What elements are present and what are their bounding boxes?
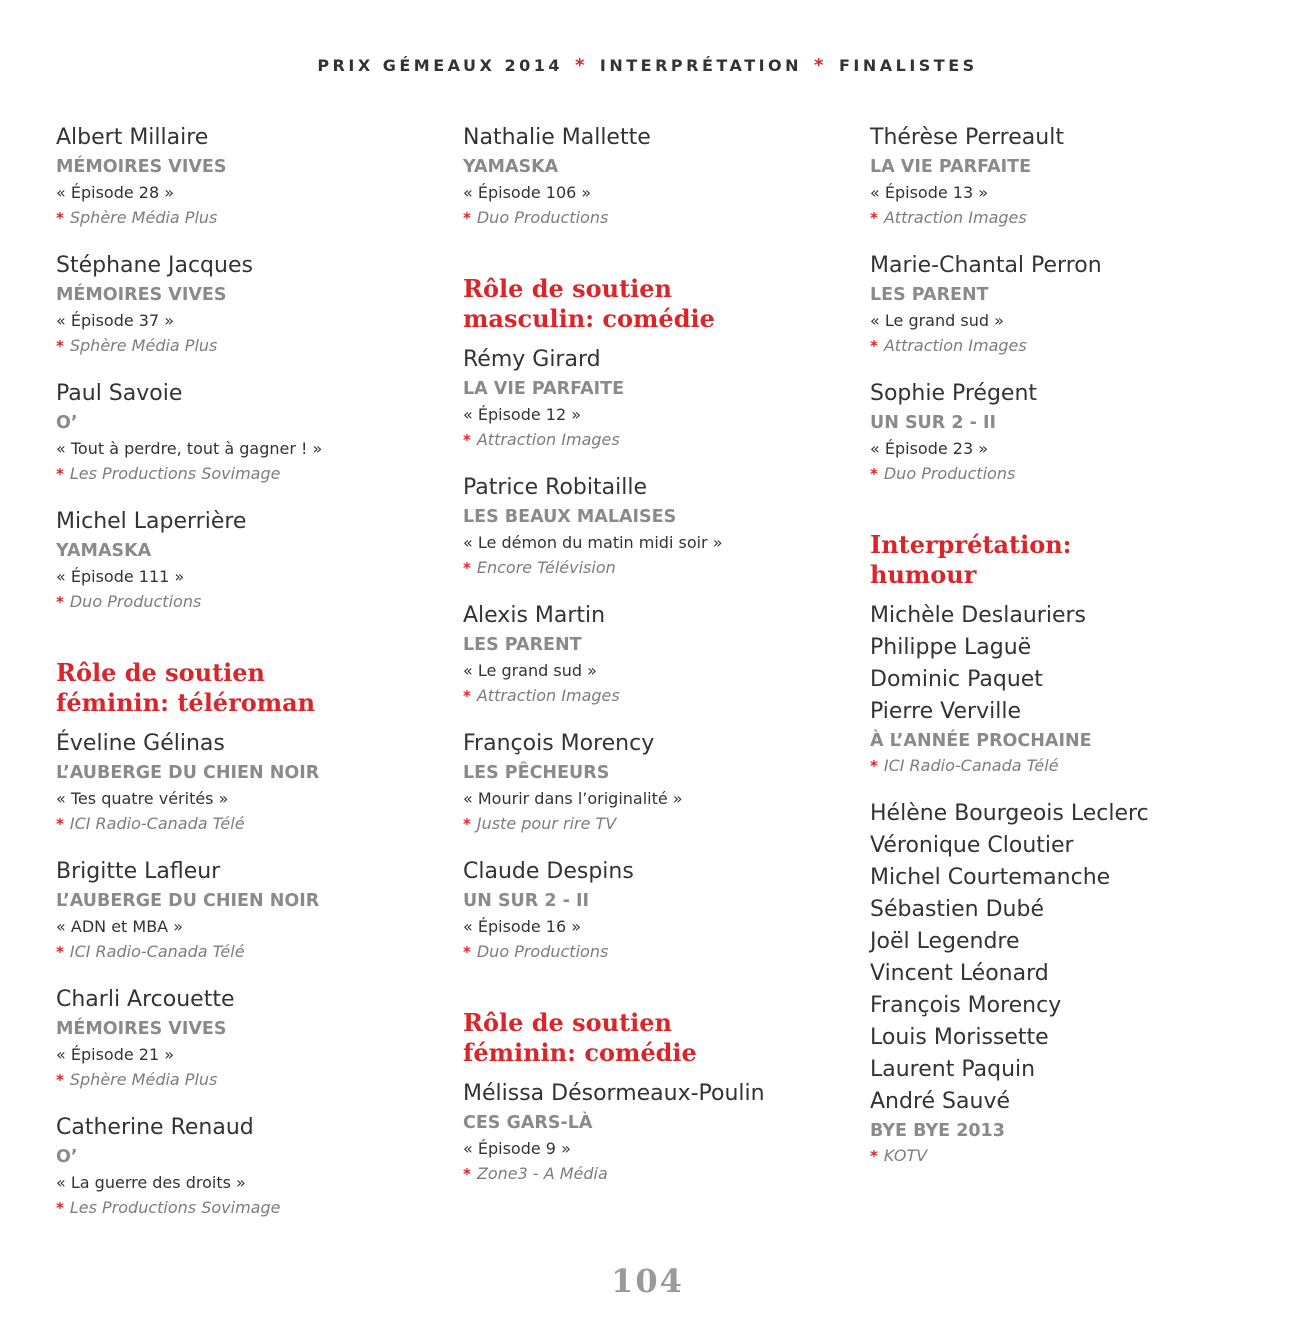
column-2 <box>463 122 853 1206</box>
asterisk-icon: * <box>463 815 471 833</box>
producer-name: Les Productions Sovimage <box>69 1198 281 1217</box>
category-heading <box>870 530 1260 590</box>
nominee-name: Dominic Paquet <box>870 667 1043 692</box>
asterisk-icon: * <box>56 815 64 833</box>
nominee-entry <box>463 472 853 580</box>
producer <box>463 940 853 964</box>
episode-title: « Le grand sud » <box>463 661 597 680</box>
category-heading-line: Interprétation: <box>870 530 1072 559</box>
nominee-name: Laurent Paquin <box>870 1057 1036 1082</box>
nominee-name: Michel Courtemanche <box>870 865 1111 890</box>
episode-title: « Épisode 13 » <box>870 183 989 202</box>
producer-name: Duo Productions <box>69 592 202 611</box>
episode-title: « Le démon du matin midi soir » <box>463 533 723 552</box>
asterisk-icon: * <box>870 465 878 483</box>
producer-name: Sphère Média Plus <box>69 1070 218 1089</box>
episode-title: « Tout à perdre, tout à gagner ! » <box>56 439 323 458</box>
asterisk-icon: * <box>870 757 878 775</box>
producer <box>463 1162 853 1186</box>
category-heading <box>463 274 853 334</box>
nominee-name: Hélène Bourgeois Leclerc <box>870 801 1149 826</box>
producer <box>463 206 853 230</box>
show-title: LES PÊCHEURS <box>463 763 610 783</box>
asterisk-icon: * <box>56 593 64 611</box>
category-heading-line: humour <box>870 560 977 589</box>
episode-title: « Épisode 37 » <box>56 311 175 330</box>
nominee-name: Mélissa Désormeaux-Poulin <box>463 1081 765 1106</box>
show-title: YAMASKA <box>56 541 152 561</box>
asterisk-icon: * <box>56 943 64 961</box>
category-heading-line: féminin: téléroman <box>56 688 316 717</box>
asterisk-icon: * <box>463 431 471 449</box>
episode-title: « Mourir dans l’originalité » <box>463 789 683 808</box>
nominee-name: Michèle Deslauriers <box>870 603 1086 628</box>
nominee-entry <box>870 122 1260 230</box>
producer <box>870 1144 1260 1168</box>
show-title: LA VIE PARFAITE <box>463 379 625 399</box>
episode-title: « La guerre des droits » <box>56 1173 246 1192</box>
header-category: INTERPRÉTATION <box>599 56 803 75</box>
category-heading <box>463 1008 853 1068</box>
show-title: MÉMOIRES VIVES <box>56 1019 227 1039</box>
episode-title: « Épisode 28 » <box>56 183 175 202</box>
asterisk-icon: * <box>463 943 471 961</box>
page-number: 104 <box>611 1262 684 1300</box>
asterisk-icon: * <box>463 209 471 227</box>
show-title: LES PARENT <box>463 635 582 655</box>
producer-name: ICI Radio-Canada Télé <box>883 756 1059 775</box>
nominee-entry <box>463 600 853 708</box>
producer <box>463 812 853 836</box>
nominee-group <box>870 600 1260 778</box>
category-heading-line: masculin: comédie <box>463 304 715 333</box>
producer <box>870 754 1260 778</box>
nominee-name: Sophie Prégent <box>870 381 1038 406</box>
nominee-name: Pierre Verville <box>870 699 1021 724</box>
show-title: L’AUBERGE DU CHIEN NOIR <box>56 891 320 911</box>
category-heading-line: Rôle de soutien <box>463 1008 672 1037</box>
nominee-name: Véronique Cloutier <box>870 833 1074 858</box>
column-3 <box>870 122 1260 1188</box>
producer-name: Zone3 - A Média <box>476 1164 608 1183</box>
episode-title: « Épisode 9 » <box>463 1139 571 1158</box>
nominee-name: Charli Arcouette <box>56 987 235 1012</box>
show-title: YAMASKA <box>463 157 559 177</box>
page-header <box>0 55 1295 76</box>
producer-name: ICI Radio-Canada Télé <box>69 814 245 833</box>
nominee-name: Louis Morissette <box>870 1025 1049 1050</box>
show-title: LES BEAUX MALAISES <box>463 507 677 527</box>
show-title: MÉMOIRES VIVES <box>56 285 227 305</box>
producer-name: Duo Productions <box>883 464 1016 483</box>
producer-name: KOTV <box>883 1146 928 1165</box>
nominee-name: Claude Despins <box>463 859 634 884</box>
asterisk-icon: * <box>574 55 588 76</box>
category-heading-line: Rôle de soutien <box>56 658 265 687</box>
show-title: UN SUR 2 - II <box>870 413 996 433</box>
nominee-entry <box>463 122 853 230</box>
producer-name: Duo Productions <box>476 942 609 961</box>
show-title: MÉMOIRES VIVES <box>56 157 227 177</box>
nominee-name: Éveline Gélinas <box>56 731 225 756</box>
asterisk-icon: * <box>870 337 878 355</box>
episode-title: « Le grand sud » <box>870 311 1004 330</box>
producer <box>56 334 446 358</box>
show-title: O’ <box>56 413 78 433</box>
show-title: CES GARS-LÀ <box>463 1113 593 1133</box>
show-title: À L’ANNÉE PROCHAINE <box>870 731 1092 751</box>
show-title: UN SUR 2 - II <box>463 891 589 911</box>
producer-name: Sphère Média Plus <box>69 208 218 227</box>
asterisk-icon: * <box>463 687 471 705</box>
nominee-entry <box>870 250 1260 358</box>
nominee-name: André Sauvé <box>870 1089 1010 1114</box>
episode-title: « Épisode 16 » <box>463 917 582 936</box>
category-heading-line: Rôle de soutien <box>463 274 672 303</box>
producer-name: Juste pour rire TV <box>476 814 617 833</box>
producer-name: ICI Radio-Canada Télé <box>69 942 245 961</box>
nominee-name: François Morency <box>463 731 655 756</box>
show-title: LA VIE PARFAITE <box>870 157 1032 177</box>
nominee-entry <box>870 378 1260 486</box>
nominee-name: Marie-Chantal Perron <box>870 253 1102 278</box>
episode-title: « Tes quatre vérités » <box>56 789 229 808</box>
nominee-name: Vincent Léonard <box>870 961 1049 986</box>
producer-name: Attraction Images <box>883 208 1027 227</box>
show-title: O’ <box>56 1147 78 1167</box>
nominee-entry <box>56 250 446 358</box>
producer <box>463 684 853 708</box>
nominee-entry <box>56 122 446 230</box>
producer-name: Les Productions Sovimage <box>69 464 281 483</box>
producer-name: Attraction Images <box>476 430 620 449</box>
nominee-name: Brigitte Lafleur <box>56 859 221 884</box>
producer-name: Attraction Images <box>476 686 620 705</box>
asterisk-icon: * <box>56 209 64 227</box>
nominee-entry <box>56 728 446 836</box>
nominee-name: François Morency <box>870 993 1062 1018</box>
nominee-name: Joël Legendre <box>870 929 1020 954</box>
producer <box>463 428 853 452</box>
episode-title: « Épisode 21 » <box>56 1045 175 1064</box>
nominee-name: Stéphane Jacques <box>56 253 253 278</box>
asterisk-icon: * <box>56 1199 64 1217</box>
episode-title: « Épisode 106 » <box>463 183 592 202</box>
producer <box>56 940 446 964</box>
episode-title: « ADN et MBA » <box>56 917 183 936</box>
producer <box>56 206 446 230</box>
episode-title: « Épisode 23 » <box>870 439 989 458</box>
nominee-entry <box>56 506 446 614</box>
producer <box>56 1068 446 1092</box>
nominee-entry <box>463 856 853 964</box>
nominee-entry <box>56 856 446 964</box>
nominee-entry <box>56 984 446 1092</box>
nominee-entry <box>463 1078 853 1186</box>
nominee-group <box>870 798 1260 1168</box>
header-subtitle: FINALISTES <box>838 56 978 75</box>
nominee-name: Nathalie Mallette <box>463 125 651 150</box>
producer <box>56 812 446 836</box>
show-title: L’AUBERGE DU CHIEN NOIR <box>56 763 320 783</box>
producer <box>56 462 446 486</box>
producer <box>870 206 1260 230</box>
nominee-name: Rémy Girard <box>463 347 601 372</box>
nominee-name: Michel Laperrière <box>56 509 247 534</box>
producer <box>56 1196 446 1220</box>
nominee-entry <box>56 378 446 486</box>
producer <box>463 556 853 580</box>
nominee-name: Paul Savoie <box>56 381 183 406</box>
nominee-name: Sébastien Dubé <box>870 897 1045 922</box>
nominee-entry <box>463 344 853 452</box>
header-title: PRIX GÉMEAUX 2014 <box>317 56 563 75</box>
asterisk-icon: * <box>56 465 64 483</box>
column-1 <box>56 122 446 1240</box>
producer-name: Attraction Images <box>883 336 1027 355</box>
show-title: BYE BYE 2013 <box>870 1121 1005 1141</box>
nominee-name: Patrice Robitaille <box>463 475 647 500</box>
episode-title: « Épisode 12 » <box>463 405 582 424</box>
producer <box>56 590 446 614</box>
nominee-name: Philippe Laguë <box>870 635 1032 660</box>
show-title: LES PARENT <box>870 285 989 305</box>
nominee-name: Catherine Renaud <box>56 1115 254 1140</box>
producer-name: Sphère Média Plus <box>69 336 218 355</box>
category-heading <box>56 658 446 718</box>
episode-title: « Épisode 111 » <box>56 567 185 586</box>
asterisk-icon: * <box>814 55 827 76</box>
asterisk-icon: * <box>56 1071 64 1089</box>
nominee-name: Albert Millaire <box>56 125 209 150</box>
nominee-name: Alexis Martin <box>463 603 606 628</box>
asterisk-icon: * <box>463 559 471 577</box>
asterisk-icon: * <box>870 209 878 227</box>
asterisk-icon: * <box>463 1165 471 1183</box>
nominee-entry <box>463 728 853 836</box>
producer <box>870 462 1260 486</box>
producer <box>870 334 1260 358</box>
nominee-entry <box>56 1112 446 1220</box>
producer-name: Encore Télévision <box>476 558 616 577</box>
asterisk-icon: * <box>870 1147 878 1165</box>
category-heading-line: féminin: comédie <box>463 1038 697 1067</box>
asterisk-icon: * <box>56 337 64 355</box>
producer-name: Duo Productions <box>476 208 609 227</box>
nominee-name: Thérèse Perreault <box>870 125 1064 150</box>
